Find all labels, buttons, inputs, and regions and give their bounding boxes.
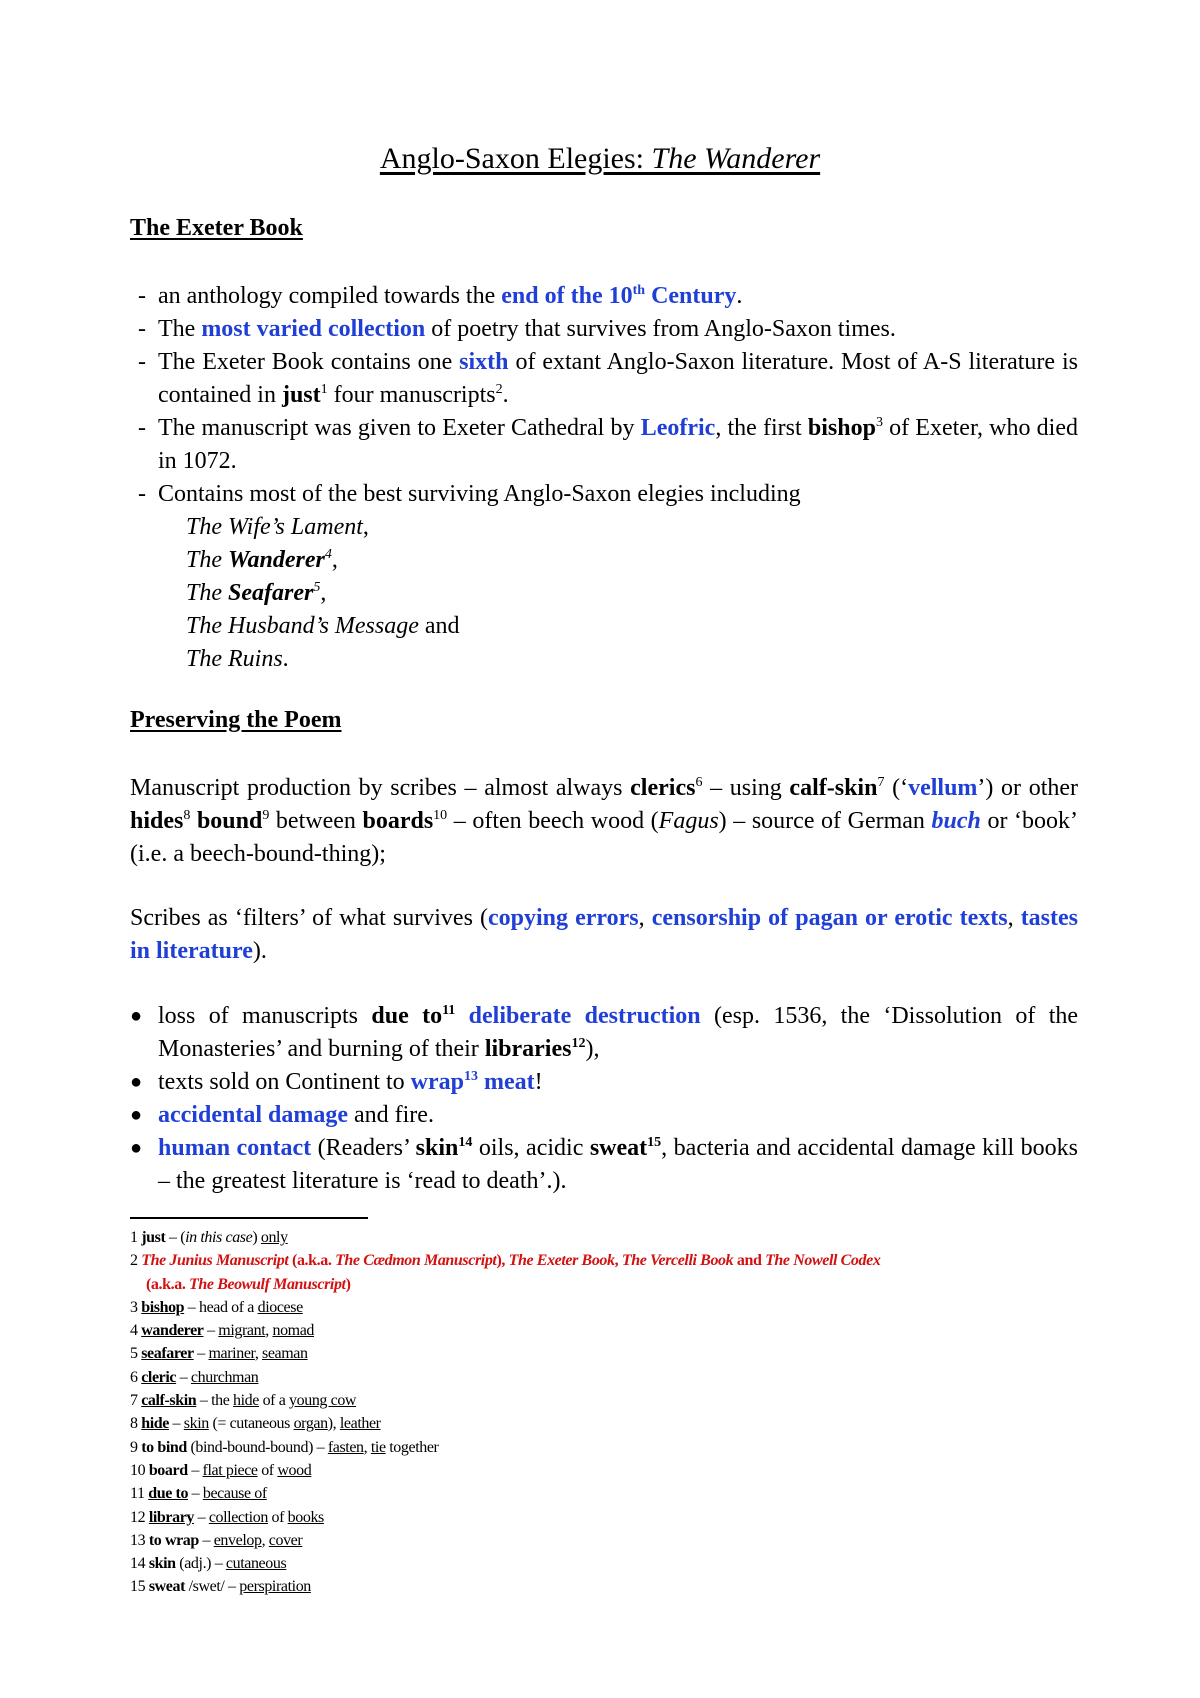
- footnote: 3 bishop – head of a diocese: [130, 1298, 303, 1316]
- footnote: 6 cleric – churchman: [130, 1368, 259, 1386]
- list-item: - The Exeter Book contains one sixth of extant Anglo-Saxon literature. Most of A-S literature is contained in just$^1$ four manuscripts$^2$.: [138, 349, 1079, 408]
- exeter-book-list: [130, 280, 1078, 676]
- footnote: 7 calf-skin – the hide of a young cow: [130, 1392, 357, 1410]
- footnote: 9 to bind (bind-bound-bound) – fasten, tie together: [130, 1438, 439, 1456]
- list-item: ● loss of manuscripts due $to^{11}$ deliberate destruction (esp. 1536, the ‘Dissolution of the Monasteries’ and burning of their libraries$^{12}$),: [130, 1003, 1079, 1062]
- footnote: 5 seafarer – mariner, seaman: [130, 1345, 308, 1363]
- elegy-title: The Ruins.: [186, 646, 289, 672]
- footnote: 2 The Junius Manuscript (a.k.a. The Cædmon Manuscript), The Exeter Book, The Vercelli Book and The Nowell Codex (a.k.a. The Beowulf Manuscript): [130, 1252, 881, 1293]
- elegy-title: The Seafarer$^5$,: [186, 580, 327, 606]
- elegy-title: The Husband’s Message and: [186, 613, 460, 639]
- footnote-divider: [130, 1217, 368, 1219]
- elegy-title: The Wanderer$^4$,: [186, 547, 338, 573]
- footnote: 10 board – flat piece of wood: [130, 1461, 312, 1479]
- footnote: 14 skin (adj.) – cutaneous: [130, 1555, 287, 1573]
- list-item: - Contains most of the best surviving Anglo-Saxon elegies including The Wife’s Lament, The Wanderer$^4$, The Seafarer$^5$, The Husband’s Message and The Ruins.: [130, 478, 1078, 676]
- page-title: Anglo-Saxon Elegies: The Wanderer: [379, 142, 821, 175]
- list-item: - an anthology compiled towards the end of the 10th Century.: [138, 283, 743, 309]
- footnote: 12 library – collection of books: [130, 1508, 324, 1526]
- list-item: - The manuscript was given to Exeter Cathedral by Leofric, the first bishop$^3$ of Exeter, who died in 1072.: [138, 415, 1079, 474]
- elegy-title: The Wife’s Lament,: [186, 514, 369, 540]
- manuscript-production-paragraph: Manuscript production by scribes – almost always clerics$^6$ – using calf-skin$^7$ (‘vellum’) or other hides$^8$ bound$^9$ between boards$^{10}$ – often beech wood (Fagus) – source of German buch or ‘book’ (i.e. a beech-bound-thing);: [130, 775, 1079, 867]
- footnote: 8 hide – skin (= cutaneous organ), leather: [130, 1415, 381, 1433]
- scribes-filters-paragraph: Scribes as ‘filters’ of what survives (copying errors, censorship of pagan or erotic texts, tastes in literature).: [130, 905, 1079, 964]
- list-item: - The most varied collection of poetry that survives from Anglo-Saxon times.: [138, 316, 896, 342]
- footnote: 11 due to – because of: [130, 1485, 267, 1503]
- list-item: ● human contact (Readers’ skin$^{14}$ oils, acidic sweat$^{15}$, bacteria and accidental damage kill books – the greatest literature is ‘read to death’.).: [130, 1135, 1078, 1194]
- footnote: 13 to wrap – envelop, cover: [130, 1531, 303, 1549]
- list-item: ● accidental damage and fire.: [130, 1102, 434, 1128]
- list-item: ● texts sold on Continent to wrap$^{13}$ meat!: [130, 1069, 543, 1095]
- section-heading-preserving: Preserving the Poem: [130, 707, 342, 733]
- footnote: 4 wanderer – migrant, nomad: [130, 1322, 315, 1340]
- footnotes: [130, 1226, 1090, 1599]
- footnote: 15 sweat /swet/ – perspiration: [130, 1578, 311, 1596]
- loss-causes-list: [130, 1000, 1078, 1198]
- footnote: 1 just – (in this case) only: [130, 1229, 288, 1246]
- section-heading-exeter-book: The Exeter Book: [130, 215, 303, 241]
